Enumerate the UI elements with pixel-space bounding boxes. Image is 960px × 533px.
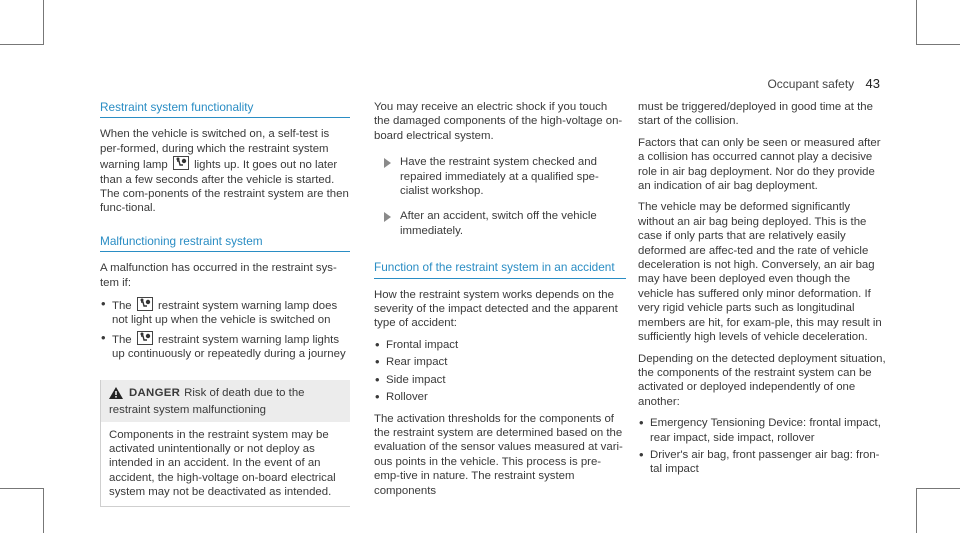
text: The [112,300,132,313]
list-item: • Rear impact [374,355,626,369]
text: After an accident, switch off the vehicle immediately. [400,210,597,237]
paragraph: You may receive an electric shock if you touch the damaged components of the high-voltage on-board electrical system. [374,101,623,142]
text: When the vehicle is switched on, a self-test is per-formed, during which the restraint system warning lamp [100,128,330,172]
section-title: Occupant safety [767,77,855,91]
airbag-warning-icon [137,331,153,345]
bullet-list [638,416,886,477]
text: Have the restraint system checked and repaired immediately at a qualified spe-cialist workshop. [400,156,599,198]
step-item [374,209,626,238]
section-heading: Function of the restraint system in an accident [374,260,626,278]
danger-label: DANGER [129,386,181,399]
paragraph: A malfunction has occurred in the restraint sys-tem if: [100,262,337,289]
bullet-list [100,297,350,362]
page-number: 43 [865,76,880,91]
crop-mark [0,44,44,45]
crop-mark [916,488,917,533]
column-1 [100,100,350,507]
crop-mark [0,488,44,489]
section-heading: Malfunctioning restraint system [100,234,350,252]
page-header [767,76,880,91]
list-item: • Frontal impact [374,338,626,352]
list-item [100,297,350,328]
step-list [374,155,626,238]
paragraph: Factors that can only be seen or measured after a collision has occurred cannot play a decisive role in air bag deployment. Nor do they provide an indication of air bag deployment. [638,136,881,193]
paragraph: must be triggered/deployed in good time at the start of the collision. [638,101,873,128]
crop-mark [43,0,44,45]
column-3 [638,100,886,484]
list-item: • Rollover [374,390,626,404]
crop-mark [916,44,960,45]
danger-text: Components in the restraint system may be activated unintentionally or not deploy as intended in an accident. In the event of an accident, the high-voltage on-board electrical system may not be deactivated as intended. [109,428,336,499]
paragraph: Depending on the detected deployment situation, the components of the restraint system can be activated or deployed independently of one another: [638,352,886,408]
step-item [374,155,626,198]
bullet-list [374,338,626,405]
paragraph: How the restraint system works depends on the severity of the impact detected and the apparent type of accident: [374,288,618,330]
airbag-warning-icon [173,156,189,170]
warning-triangle-icon [109,387,123,403]
danger-header [101,380,350,422]
step-arrow-icon [384,158,391,168]
paragraph [100,127,350,215]
column-2 [374,100,626,505]
list-item [100,331,350,362]
text: restraint system warning lamp lights up continuously or repeatedly during a journey [112,333,346,361]
list-item: • Emergency Tensioning Device: frontal impact, rear impact, side impact, rollover [638,416,886,445]
list-item: • Driver's air bag, front passenger air bag: fron-tal impact [638,448,886,477]
step-arrow-icon [384,212,391,222]
airbag-warning-icon [137,297,153,311]
danger-box [100,380,350,507]
text: The [112,333,132,346]
list-item: • Side impact [374,373,626,387]
paragraph: The activation thresholds for the components of the restraint system are determined based on the evaluation of the sensor values measured at vari-ous points in the vehicle. This process is pre-emp-tive in nature. The restraint system components [374,412,623,497]
danger-title: Risk of death due to the restraint system malfunctioning [109,386,305,417]
crop-mark [916,488,960,489]
text: lights up. It goes out no later than a few seconds after the vehicle is started. The com-ponents of the restraint system are then func-tional. [100,159,349,215]
text: restraint system warning lamp does not light up when the vehicle is switched on [112,300,338,327]
crop-mark [43,488,44,533]
section-heading: Restraint system functionality [100,100,350,118]
crop-mark [916,0,917,45]
paragraph: The vehicle may be deformed significantly without an air bag being deployed. This is the case if only parts that are relatively easily deformed are affec-ted and the rate of vehicle deceleration is not high. Conversely, an air bag may have been deployed even though the vehicle has suffered only minor deformation. If very rigid vehicle parts such as longitudinal members are hit, for exam-ple, this may result in sufficiently high levels of vehicle deceleration. [638,201,882,344]
